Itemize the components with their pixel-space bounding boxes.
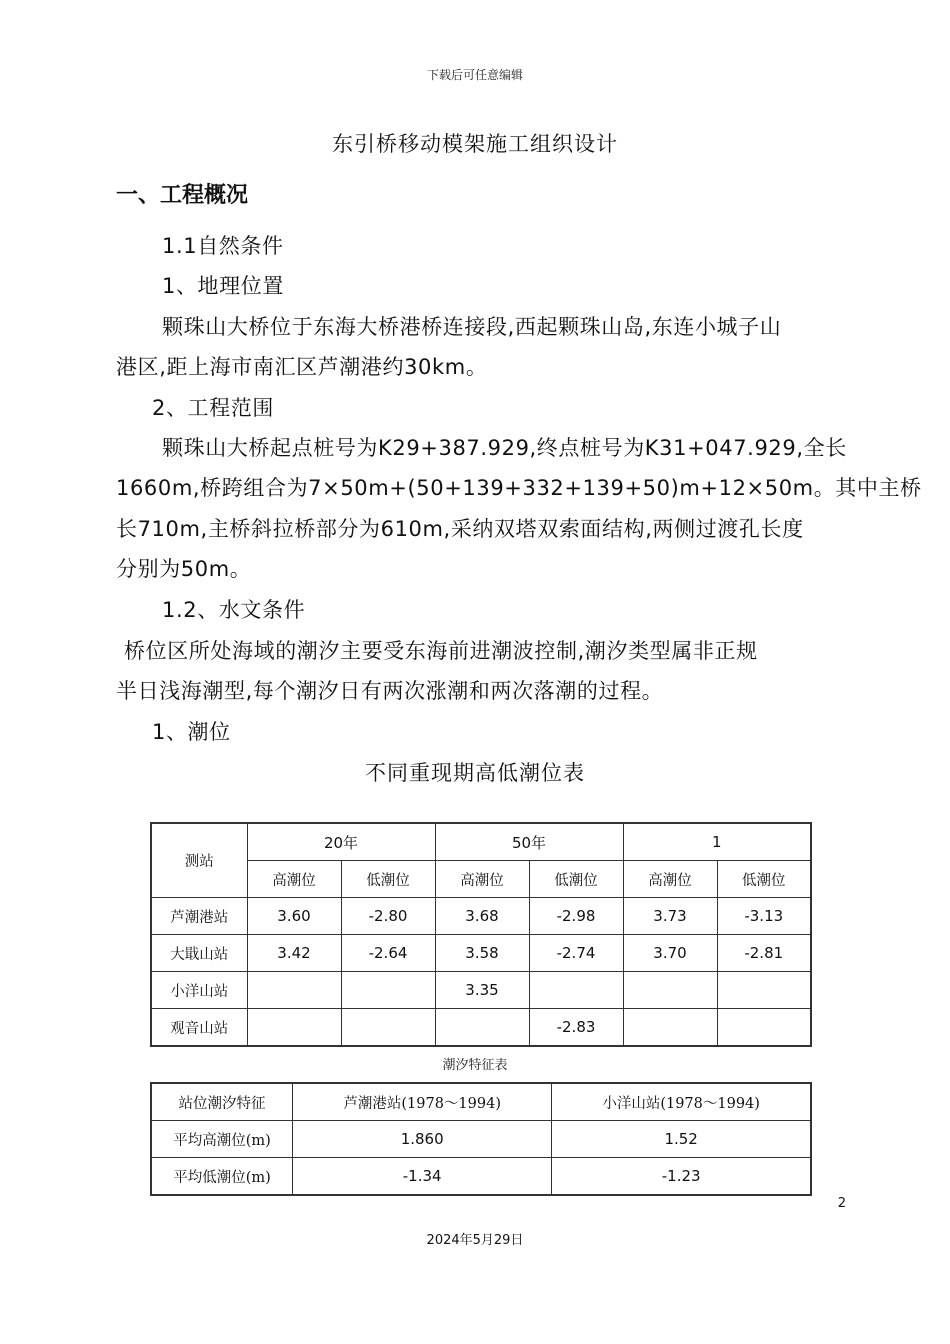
value-cell: -2.83 [529, 1009, 623, 1047]
value-cell [717, 972, 811, 1009]
value-cell: 1.860 [293, 1121, 552, 1158]
subheader-cell: 低潮位 [341, 861, 435, 898]
paragraph-line: 分别为50m。 [116, 557, 252, 581]
value-cell [623, 972, 717, 1009]
value-cell: 3.42 [247, 935, 341, 972]
item-heading: 2、工程范围 [152, 396, 274, 420]
value-cell [435, 1009, 529, 1047]
header-note: 下载后可任意编辑 [426, 68, 523, 82]
value-cell: 3.70 [623, 935, 717, 972]
table-header-row [151, 1083, 811, 1121]
table-row [151, 972, 811, 1009]
subheader-cell: 低潮位 [717, 861, 811, 898]
value-cell: -2.98 [529, 898, 623, 935]
paragraph-line: 颗珠山大桥位于东海大桥港桥连接段,西起颗珠山岛,东连小城子山 [162, 315, 782, 339]
header-cell: 小洋山站(1978～1994) [552, 1083, 811, 1121]
paragraph-line: 港区,距上海市南汇区芦潮港约30km。 [116, 355, 488, 379]
value-cell: 3.68 [435, 898, 529, 935]
station-header: 测站 [151, 823, 247, 898]
subheader-cell: 低潮位 [529, 861, 623, 898]
period-header: 50年 [435, 823, 623, 861]
value-cell [247, 1009, 341, 1047]
table-subheader-row [151, 861, 811, 898]
value-cell [623, 1009, 717, 1047]
value-cell [717, 1009, 811, 1047]
subsection-heading: 1.2、水文条件 [162, 598, 306, 622]
station-cell: 观音山站 [151, 1009, 247, 1047]
subheader-cell: 高潮位 [435, 861, 529, 898]
row-label: 平均低潮位(m) [151, 1158, 293, 1196]
table-row [151, 1158, 811, 1196]
value-cell: -2.81 [717, 935, 811, 972]
value-cell [341, 1009, 435, 1047]
paragraph-line: 半日浅海潮型,每个潮汐日有两次涨潮和两次落潮的过程。 [116, 679, 664, 703]
paragraph-line: 长710m,主桥斜拉桥部分为610m,采纳双塔双索面结构,两侧过渡孔长度 [116, 517, 804, 541]
paragraph-line: 1660m,桥跨组合为7×50m+(50+139+332+139+50)m+12×50m。其中主桥 [116, 476, 922, 500]
item-heading: 1、潮位 [152, 720, 231, 744]
subheader-cell: 高潮位 [247, 861, 341, 898]
value-cell: 1.52 [552, 1121, 811, 1158]
row-label: 平均高潮位(m) [151, 1121, 293, 1158]
document-title: 东引桥移动模架施工组织设计 [332, 132, 618, 156]
value-cell: 3.60 [247, 898, 341, 935]
page-number: 2 [837, 1196, 846, 1211]
station-cell: 小洋山站 [151, 972, 247, 1009]
table-row [151, 1121, 811, 1158]
station-cell: 大戢山站 [151, 935, 247, 972]
value-cell: -1.23 [552, 1158, 811, 1196]
value-cell [529, 972, 623, 1009]
tide-characteristics-table [150, 1082, 812, 1196]
value-cell: 3.35 [435, 972, 529, 1009]
table-row [151, 898, 811, 935]
value-cell: -2.74 [529, 935, 623, 972]
period-header: 1 [623, 823, 811, 861]
table-row [151, 935, 811, 972]
subheader-cell: 高潮位 [623, 861, 717, 898]
value-cell: -2.80 [341, 898, 435, 935]
subsection-heading: 1.1自然条件 [162, 234, 284, 258]
header-cell: 站位潮汐特征 [151, 1083, 293, 1121]
value-cell [247, 972, 341, 1009]
station-cell: 芦潮港站 [151, 898, 247, 935]
section-heading: 一、工程概况 [116, 183, 249, 208]
value-cell: 3.58 [435, 935, 529, 972]
value-cell: -3.13 [717, 898, 811, 935]
footer-date: 2024年5月29日 [426, 1233, 524, 1248]
value-cell [341, 972, 435, 1009]
header-cell: 芦潮港站(1978～1994) [293, 1083, 552, 1121]
value-cell: -1.34 [293, 1158, 552, 1196]
tide-level-table [150, 822, 812, 1047]
table-caption: 潮汐特征表 [442, 1058, 508, 1073]
paragraph-line: 桥位区所处海域的潮汐主要受东海前进潮波控制,潮汐类型属非正规 [124, 639, 758, 663]
paragraph-line: 颗珠山大桥起点桩号为K29+387.929,终点桩号为K31+047.929,全长 [162, 436, 847, 460]
table-row [151, 1009, 811, 1047]
period-header: 20年 [247, 823, 435, 861]
table-header-row [151, 823, 811, 861]
item-heading: 1、地理位置 [162, 274, 284, 298]
value-cell: -2.64 [341, 935, 435, 972]
value-cell: 3.73 [623, 898, 717, 935]
table-title: 不同重现期高低潮位表 [365, 761, 585, 785]
